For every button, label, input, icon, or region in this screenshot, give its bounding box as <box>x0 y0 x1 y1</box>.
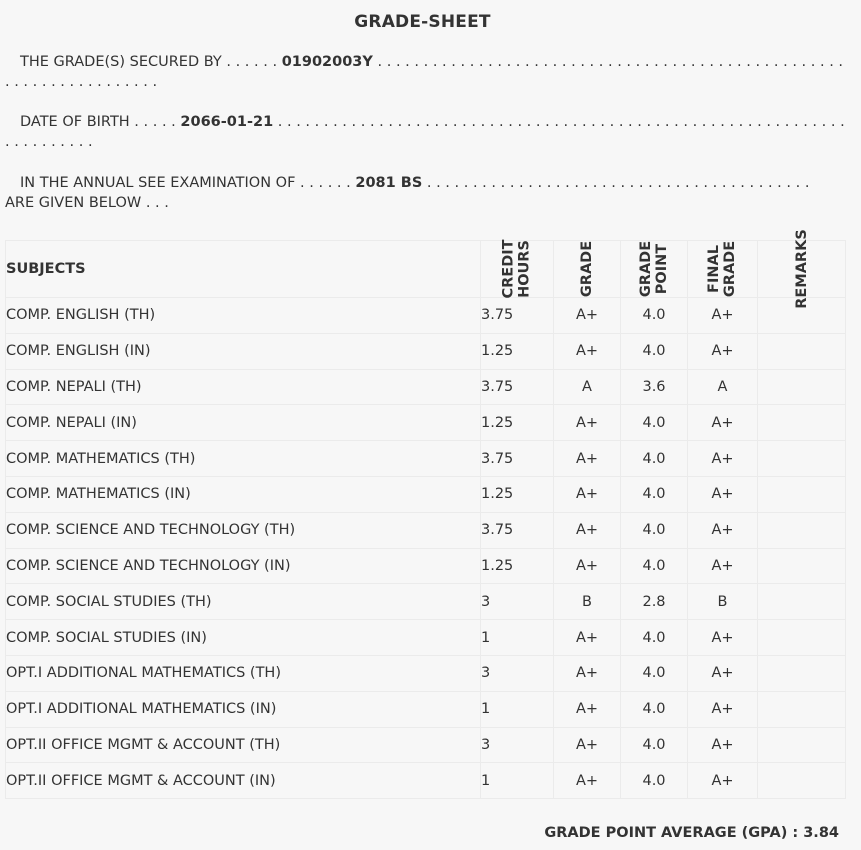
grade-cell: A+ <box>554 441 621 477</box>
credit-hours-cell: 3.75 <box>481 512 554 548</box>
dob-dots: . . . . . . . . . . . . . . . . . . . . . . . . . . . . . . . . . . . . . . . . . . . . . . . . . . . . . . . . . . . . . . . . . . . . . . . . <box>5 114 845 150</box>
final-grade-cell: A+ <box>688 441 758 477</box>
grade-cell: A+ <box>554 548 621 584</box>
table-row <box>6 333 846 369</box>
final-grade-cell: A+ <box>688 727 758 763</box>
grade-point-cell: 4.0 <box>621 298 688 334</box>
remarks-cell <box>758 620 846 656</box>
table-row <box>6 298 846 334</box>
grade-point-cell: 4.0 <box>621 620 688 656</box>
credit-hours-cell: 3 <box>481 655 554 691</box>
credit-hours-cell: 1.25 <box>481 548 554 584</box>
subject-cell: COMP. MATHEMATICS (TH) <box>6 441 481 477</box>
subject-cell: COMP. NEPALI (TH) <box>6 369 481 405</box>
grade-label: GRADE <box>578 240 595 298</box>
remarks-cell <box>758 476 846 512</box>
subject-cell: COMP. NEPALI (IN) <box>6 405 481 441</box>
final-grade-label: FINAL GRADE <box>706 240 739 298</box>
date-of-birth: 2066-01-21 <box>180 114 274 130</box>
subject-cell: COMP. MATHEMATICS (IN) <box>6 476 481 512</box>
final-grade-cell: A+ <box>688 691 758 727</box>
col-header-final-grade <box>688 241 758 298</box>
subject-cell: COMP. ENGLISH (IN) <box>6 333 481 369</box>
credit-hours-cell: 3 <box>481 727 554 763</box>
final-grade-cell: A+ <box>688 620 758 656</box>
col-header-subjects: SUBJECTS <box>6 241 481 298</box>
grade-point-cell: 4.0 <box>621 476 688 512</box>
grades-table <box>5 229 846 799</box>
credit-hours-cell: 1.25 <box>481 476 554 512</box>
grade-point-cell: 4.0 <box>621 655 688 691</box>
symbol-number: 01902003Y <box>281 54 373 70</box>
remarks-cell <box>758 333 846 369</box>
exam-label: IN THE ANNUAL SEE EXAMINATION OF . . . . . . <box>20 175 351 191</box>
remarks-label: REMARKS <box>793 229 810 309</box>
col-header-grade <box>554 241 621 298</box>
page-title: GRADE-SHEET <box>354 12 491 32</box>
final-grade-cell: A+ <box>688 298 758 334</box>
credit-hours-cell: 3.75 <box>481 441 554 477</box>
dob-line <box>5 112 845 152</box>
remarks-cell <box>758 691 846 727</box>
exam-dots: . . . . . . . . . . . . . . . . . . . . . . . . . . . . . . . . . . . . . . . . . . <box>426 175 810 191</box>
credit-hours-cell: 1 <box>481 763 554 799</box>
credit-hours-cell: 3.75 <box>481 298 554 334</box>
remarks-cell <box>758 548 846 584</box>
subject-cell: COMP. SCIENCE AND TECHNOLOGY (TH) <box>6 512 481 548</box>
table-row <box>6 405 846 441</box>
subject-cell: COMP. ENGLISH (TH) <box>6 298 481 334</box>
subject-cell: OPT.I ADDITIONAL MATHEMATICS (TH) <box>6 655 481 691</box>
final-grade-cell: A+ <box>688 476 758 512</box>
dob-label: DATE OF BIRTH . . . . . <box>20 114 176 130</box>
grade-cell: A+ <box>554 405 621 441</box>
credit-hours-cell: 3.75 <box>481 369 554 405</box>
remarks-cell <box>758 369 846 405</box>
remarks-cell <box>758 727 846 763</box>
remarks-cell <box>758 441 846 477</box>
subject-cell: OPT.II OFFICE MGMT & ACCOUNT (TH) <box>6 727 481 763</box>
secured-by-line <box>5 52 845 92</box>
grade-cell: A+ <box>554 512 621 548</box>
grade-cell: A+ <box>554 691 621 727</box>
col-header-grade-point <box>621 241 688 298</box>
subject-cell: COMP. SOCIAL STUDIES (TH) <box>6 584 481 620</box>
secured-by-label: THE GRADE(S) SECURED BY . . . . . . <box>20 54 278 70</box>
credit-hours-cell: 1.25 <box>481 405 554 441</box>
remarks-cell <box>758 584 846 620</box>
table-header-row <box>6 241 846 298</box>
grade-point-cell: 4.0 <box>621 441 688 477</box>
grade-point-cell: 2.8 <box>621 584 688 620</box>
final-grade-cell: B <box>688 584 758 620</box>
credit-hours-cell: 1 <box>481 620 554 656</box>
table-row <box>6 369 846 405</box>
grade-cell: A+ <box>554 620 621 656</box>
subject-cell: COMP. SCIENCE AND TECHNOLOGY (IN) <box>6 548 481 584</box>
table-row <box>6 584 846 620</box>
grade-point-cell: 4.0 <box>621 727 688 763</box>
final-grade-cell: A+ <box>688 512 758 548</box>
final-grade-cell: A <box>688 369 758 405</box>
subject-cell: OPT.II OFFICE MGMT & ACCOUNT (IN) <box>6 763 481 799</box>
remarks-cell <box>758 512 846 548</box>
grade-point-cell: 4.0 <box>621 333 688 369</box>
final-grade-cell: A+ <box>688 763 758 799</box>
exam-line <box>5 173 845 213</box>
grade-point-cell: 4.0 <box>621 512 688 548</box>
table-row <box>6 727 846 763</box>
remarks-cell <box>758 655 846 691</box>
exam-tail: ARE GIVEN BELOW . . . <box>5 195 169 211</box>
table-row <box>6 441 846 477</box>
remarks-cell <box>758 763 846 799</box>
grade-cell: A+ <box>554 727 621 763</box>
grade-point-cell: 4.0 <box>621 691 688 727</box>
subject-cell: OPT.I ADDITIONAL MATHEMATICS (IN) <box>6 691 481 727</box>
secured-by-dots: . . . . . . . . . . . . . . . . . . . . . . . . . . . . . . . . . . . . . . . . . . . . . . . . . . . . . . . . . . . . . . . . . . . . <box>5 54 844 90</box>
grade-point-label: GRADE POINT <box>637 240 670 298</box>
credit-hours-cell: 1.25 <box>481 333 554 369</box>
final-grade-cell: A+ <box>688 333 758 369</box>
grade-cell: A+ <box>554 655 621 691</box>
table-row <box>6 548 846 584</box>
subject-cell: COMP. SOCIAL STUDIES (IN) <box>6 620 481 656</box>
grade-cell: A+ <box>554 298 621 334</box>
table-row <box>6 512 846 548</box>
grade-point-cell: 3.6 <box>621 369 688 405</box>
credit-hours-cell: 3 <box>481 584 554 620</box>
grade-cell: B <box>554 584 621 620</box>
gpa-summary: GRADE POINT AVERAGE (GPA) : 3.84 <box>544 825 839 841</box>
remarks-cell <box>758 405 846 441</box>
credit-hours-cell: 1 <box>481 691 554 727</box>
grade-point-cell: 4.0 <box>621 763 688 799</box>
final-grade-cell: A+ <box>688 405 758 441</box>
grade-cell: A <box>554 369 621 405</box>
credit-hours-label: CREDIT HOURS <box>500 239 533 299</box>
final-grade-cell: A+ <box>688 548 758 584</box>
grade-point-cell: 4.0 <box>621 405 688 441</box>
col-header-remarks <box>758 229 846 309</box>
table-row <box>6 763 846 799</box>
grade-point-cell: 4.0 <box>621 548 688 584</box>
final-grade-cell: A+ <box>688 655 758 691</box>
grade-cell: A+ <box>554 476 621 512</box>
table-row <box>6 691 846 727</box>
col-header-credit-hours <box>481 241 554 298</box>
grade-cell: A+ <box>554 333 621 369</box>
table-row <box>6 655 846 691</box>
exam-year: 2081 BS <box>355 175 423 191</box>
table-row <box>6 476 846 512</box>
table-row <box>6 620 846 656</box>
grade-cell: A+ <box>554 763 621 799</box>
